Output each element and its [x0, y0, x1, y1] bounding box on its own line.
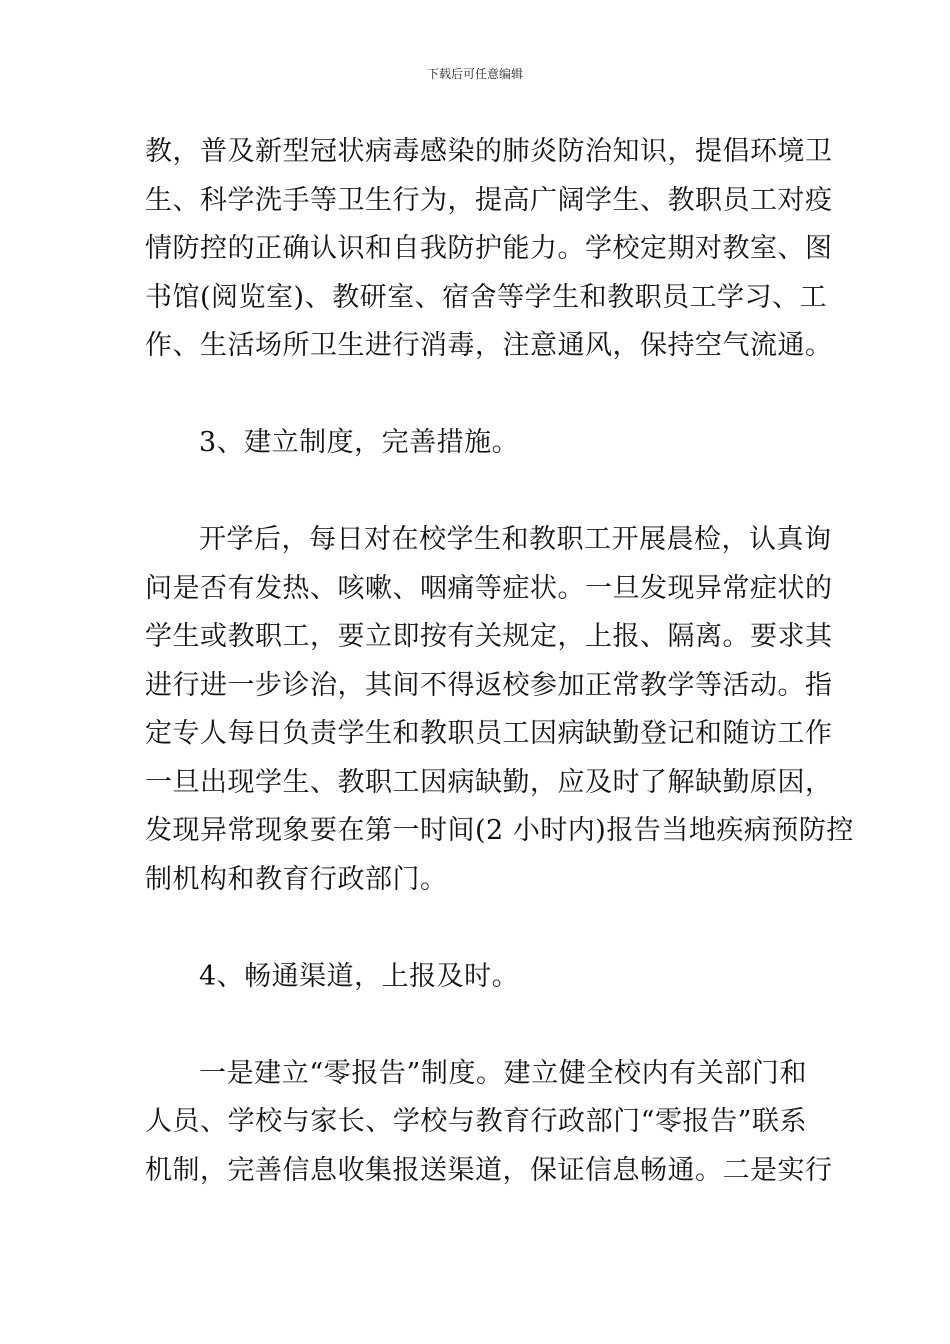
section-heading-3	[145, 419, 807, 468]
section-heading-4	[145, 953, 807, 1002]
text-line: 机制，完善信息收集报送渠道，保证信息畅通。二是实行	[145, 1154, 833, 1186]
text-line: 定专人每日负责学生和教职员工因病缺勤登记和随访工作	[145, 718, 833, 749]
paragraph-2	[145, 516, 854, 904]
text-line: 一是建立“零报告”制度。建立健全校内有关部门和	[199, 1057, 807, 1089]
text-line: 生、科学洗手等卫生行为，提高广阔学生、教职员工对疫	[145, 184, 833, 216]
text-line: 教，普及新型冠状病毒感染的肺炎防治知识，提倡环境卫	[145, 136, 833, 167]
text-line: 学生或教职工，要立即按有关规定，上报、隔离。要求其	[145, 621, 833, 652]
text-line: 进行进一步诊治，其间不得返校参加正常教学等活动。指	[145, 669, 833, 701]
text-line: 问是否有发热、咳嗽、咽痛等症状。一旦发现异常症状的	[145, 572, 833, 604]
paragraph-gap	[145, 904, 807, 953]
text-line: 一旦出现学生、教职工因病缺勤，应及时了解缺勤原因，	[145, 766, 833, 798]
heading-line: 3、建立制度，完善措施。	[199, 427, 520, 458]
text-line: 书馆(阅览室)、教研室、宿舍等学生和教职员工学习、工	[145, 281, 828, 313]
paragraph-gap	[145, 468, 807, 517]
document-body	[145, 128, 854, 1195]
text-line: 开学后，每日对在校学生和教职工开展晨检，认真询	[199, 524, 832, 555]
page-header: 下载后可任意编辑	[426, 67, 523, 81]
text-line: 发现异常现象要在第一时间(2 小时内)报告当地疾病预防控	[145, 815, 854, 846]
heading-line: 4、畅通渠道，上报及时。	[199, 960, 520, 992]
paragraph-gap	[145, 1001, 807, 1050]
text-line: 情防控的正确认识和自我防护能力。学校定期对教室、图	[145, 233, 833, 264]
paragraph-gap	[145, 371, 807, 420]
text-line: 作、生活场所卫生进行消毒，注意通风，保持空气流通。	[145, 330, 833, 361]
text-line: 制机构和教育行政部门。	[145, 863, 448, 895]
text-line: 人员、学校与家长、学校与教育行政部门“零报告”联系	[145, 1106, 807, 1137]
paragraph-3	[145, 1050, 833, 1196]
paragraph-1	[145, 128, 833, 371]
